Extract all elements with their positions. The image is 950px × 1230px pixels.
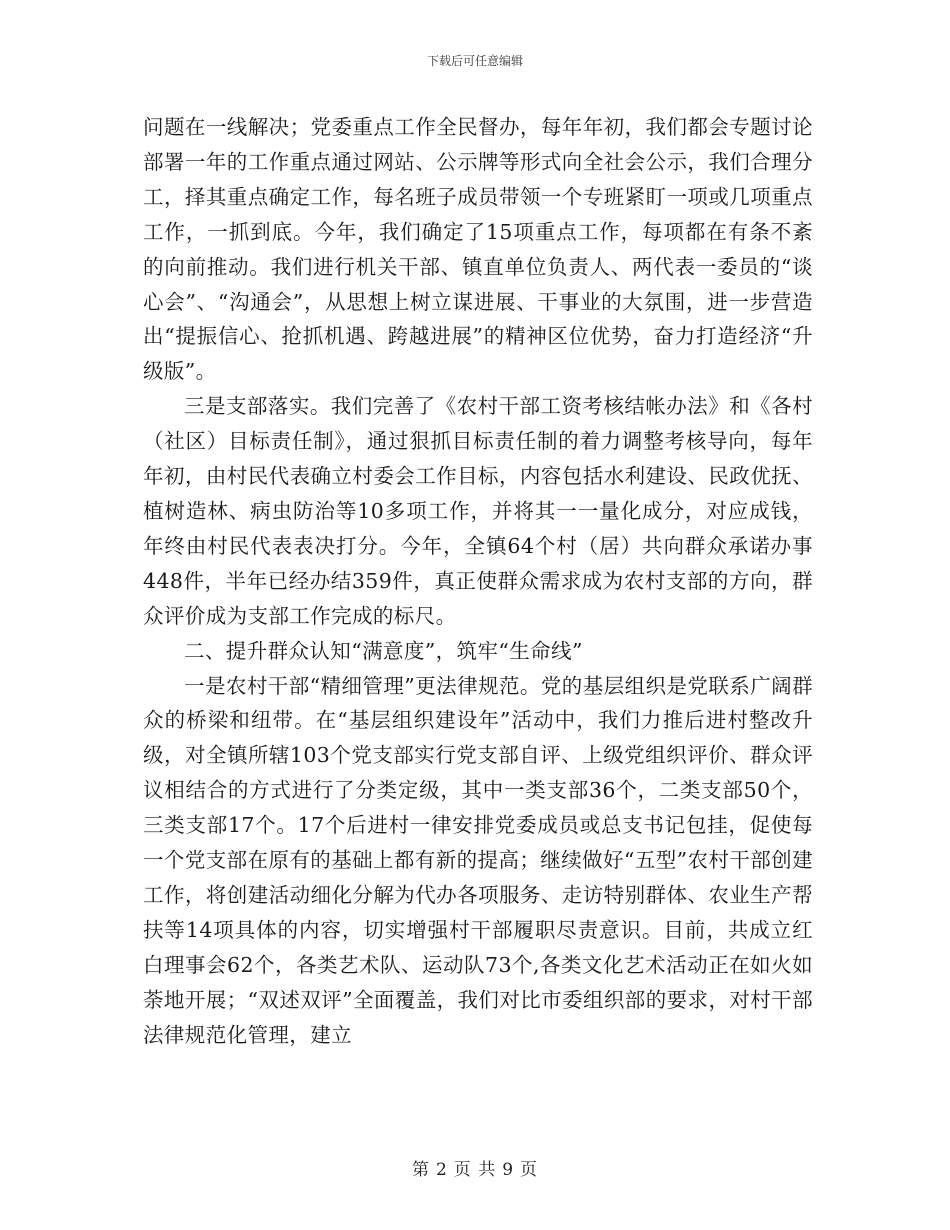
document-body <box>143 110 813 1052</box>
footer-total-pages: 9 <box>502 1160 515 1180</box>
section-heading: 二、提升群众认知“满意度”，筑牢“生命线” <box>184 638 583 663</box>
page-footer <box>0 1155 950 1180</box>
footer-current-page: 2 <box>435 1160 448 1180</box>
paragraph-cadre-management: 一是农村干部“精细管理”更法律规范。党的基层组织是党联系广阔群众的桥梁和纽带。在“基层组织建设年”活动中，我们力推后进村整改升级，对全镇所辖103个党支部实行党支部自评、上级党组织评价、群众评议相结合的方式进行了分类定级，其中一类支部36个，二类支部50个，三类支部17个。17个后进村一律安排党委成员或总支书记包挂，促使每一个党支部在原有的基础上都有新的提高；继续做好“五型”农村干部创建工作，将创建活动细化分解为代办各项服务、走访特别群体、农业生产帮扶等14项具体的内容，切实增强村干部履职尽责意识。目前，共成立红白理事会62个，各类艺术队、运动队73个,各类文化艺术活动正在如火如荼地开展；“双述双评”全面覆盖，我们对比市委组织部的要求，对村干部法律规范化管理，建立 <box>143 673 813 1047</box>
footer-middle: 页 共 <box>453 1160 497 1180</box>
header-note: 下载后可任意编辑 <box>426 54 523 68</box>
page-header <box>0 52 950 69</box>
footer-suffix: 页 <box>520 1160 539 1180</box>
paragraph-continuation: 问题在一线解决；党委重点工作全民督办，每年年初，我们都会专题讨论部署一年的工作重点通过网站、公示牌等形式向全社会公示，我们合理分工，择其重点确定工作，每名班子成员带领一个专班紧盯一项或几项重点工作，一抓到底。今年，我们确定了15项重点工作，每项都在有条不紊的向前推动。我们进行机关干部、镇直单位负责人、两代表一委员的“谈心会”、“沟通会”，从思想上树立谋进展、干事业的大氛围，进一步营造出“提振信心、抢抓机遇、跨越进展”的精神区位优势，奋力打造经济“升级版”。 <box>143 115 813 384</box>
footer-prefix: 第 <box>411 1160 430 1180</box>
paragraph-branch-implementation: 三是支部落实。我们完善了《农村干部工资考核结帐办法》和《各村（社区）目标责任制》，通过狠抓目标责任制的着力调整考核导向，每年年初，由村民代表确立村委会工作目标，内容包括水利建设、民政优抚、植树造林、病虫防治等10多项工作，并将其一一量化成分，对应成钱，年终由村民代表表决打分。今年，全镇64个村（居）共向群众承诺办事448件，半年已经办结359件，真正使群众需求成为农村支部的方向，群众评价成为支部工作完成的标尺。 <box>143 394 813 628</box>
